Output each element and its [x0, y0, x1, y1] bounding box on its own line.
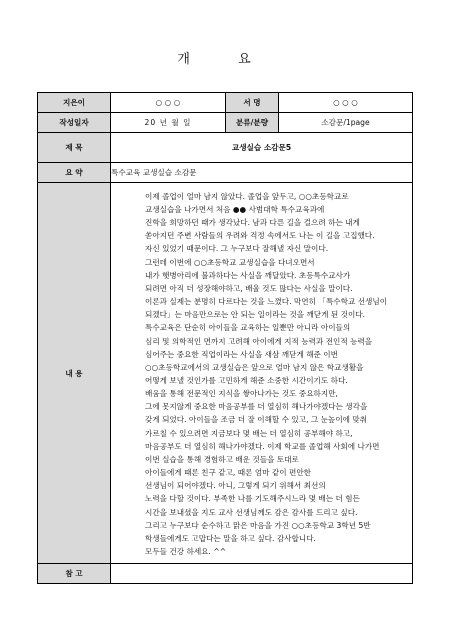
note-label: 참 고 [38, 564, 111, 584]
date-label: 작성일자 [38, 113, 111, 133]
content-line: 마음공부도 더 열심히 해나가야겠다. 이제 학교를 졸업해 사회에 나가면 [145, 441, 380, 451]
date-value: 20 년 월 일 [111, 113, 226, 133]
content-line: ○○초등학교에서의 교생실습은 앞으로 얼마 남지 않은 학교생활을 [145, 362, 364, 372]
content-body [111, 184, 412, 562]
content-line: 갖게 되었다. 아이들을 조금 더 잘 이해할 수 있고, 그 눈높이에 맞춰 [145, 415, 368, 425]
content-line: 되려면 아직 더 성장해야하고, 배울 것도 많다는 사실을 말이다. [145, 283, 353, 293]
content-line: 그에 못지않게 중요한 마음공부를 더 열심히 해나가야겠다는 생각을 [145, 402, 368, 412]
overview-table [37, 92, 413, 584]
content-line: 심어주는 중요한 직업이라는 사실을 새삼 깨닫게 해준 이번 [145, 349, 338, 359]
content-line: 배움을 통해 전문적인 지식을 쌓아나가는 것도 중요하지만, [145, 389, 338, 399]
content-line: 심리 및 의학적인 면까지 고려해 아이에게 지적 능력과 전인적 능력을 [145, 336, 373, 346]
content-line: 이번 실습을 통해 경험하고 배운 것들을 토대로 [145, 454, 299, 464]
content-line: 아이들에게 때론 친구 같고, 때론 엄마 같이 편안한 [145, 468, 312, 478]
author-value: ○ ○ ○ [111, 93, 226, 113]
content-line: 특수교육은 단순히 아이들을 교육하는 일뿐만 아니라 아이들의 [145, 323, 351, 333]
content-line: 자신 있었기 때문이다. 그 누구보다 잘해낼 자신 말이다. [145, 244, 329, 254]
category-label: 분류/분량 [226, 113, 279, 133]
content-line: 이제 졸업이 얼마 남지 않았다. 졸업을 앞두고, ○○초등학교로 [145, 191, 349, 201]
content-line: 쏟아지던 주변 사람들의 우려와 걱정 속에서도 나는 이 길을 고집했다. [145, 231, 375, 241]
content-line: 학생들에게도 고맙다는 말을 하고 싶다. 감사합니다. [145, 533, 316, 543]
content-line: 그런데 이번에 ○○초등학교 교생실습을 다녀오면서 [145, 257, 315, 267]
content-label: 내 용 [38, 183, 111, 564]
note-value [111, 564, 413, 584]
content-line: 어떻게 보낼 것인가를 고민하게 해준 소중한 시간이기도 하다. [145, 376, 348, 385]
content-line: 진학을 희망하던 때가 생각났다. 남과 다른 길을 걸으려 하는 내게 [145, 218, 360, 228]
author-label: 지은이 [38, 93, 111, 113]
summary-value: 특수교육 교생실습 소감문 [111, 163, 413, 183]
content-line: 노력을 다할 것이다. 부족한 나를 기도해주시느라 몇 배는 더 힘든 [145, 494, 360, 504]
category-value: 소감문/1page [279, 113, 413, 133]
school-label: 서 명 [226, 93, 279, 113]
summary-label: 요 약 [38, 163, 111, 183]
content-line: 내가 햇병아리에 불과하다는 사실을 깨달았다. 초등특수교사가 [145, 270, 351, 280]
school-value: ○ ○ ○ [279, 93, 413, 113]
subject-value: 교생실습 소감문5 [111, 133, 413, 163]
content-line: 되겠다」는 마음만으로는 안 되는 일이라는 것을 깨닫게 된 것이다. [145, 310, 366, 320]
content-line: 시간을 보내셨을 지도 교사 선생님께도 감은 감사를 드리고 싶다. [145, 507, 358, 517]
content-line: 이론과 실제는 분명히 다르다는 것을 느꼈다. 막연히 「특수학교 선생님이 [145, 297, 388, 307]
content-cell [111, 183, 413, 564]
content-line: 그리고 누구보다 순수하고 맑은 마음을 가진 ○○초등학교 3학년 5반 [145, 520, 371, 530]
content-line: 선생님이 되어야겠다. 아니, 그렇게 되기 위해서 최선의 [145, 481, 326, 491]
content-line: 모두들 건강 하세요. ^^ [145, 547, 227, 557]
content-line: 가르칠 수 있으려면 지금보다 몇 배는 더 열심히 공부해야 하고, [145, 428, 353, 438]
document-title: 개 요 [177, 52, 273, 67]
subject-label: 제 목 [38, 133, 111, 163]
content-line: 교생실습을 나가면서 처음 ●● 사범대학 특수교육과에 [145, 204, 325, 214]
